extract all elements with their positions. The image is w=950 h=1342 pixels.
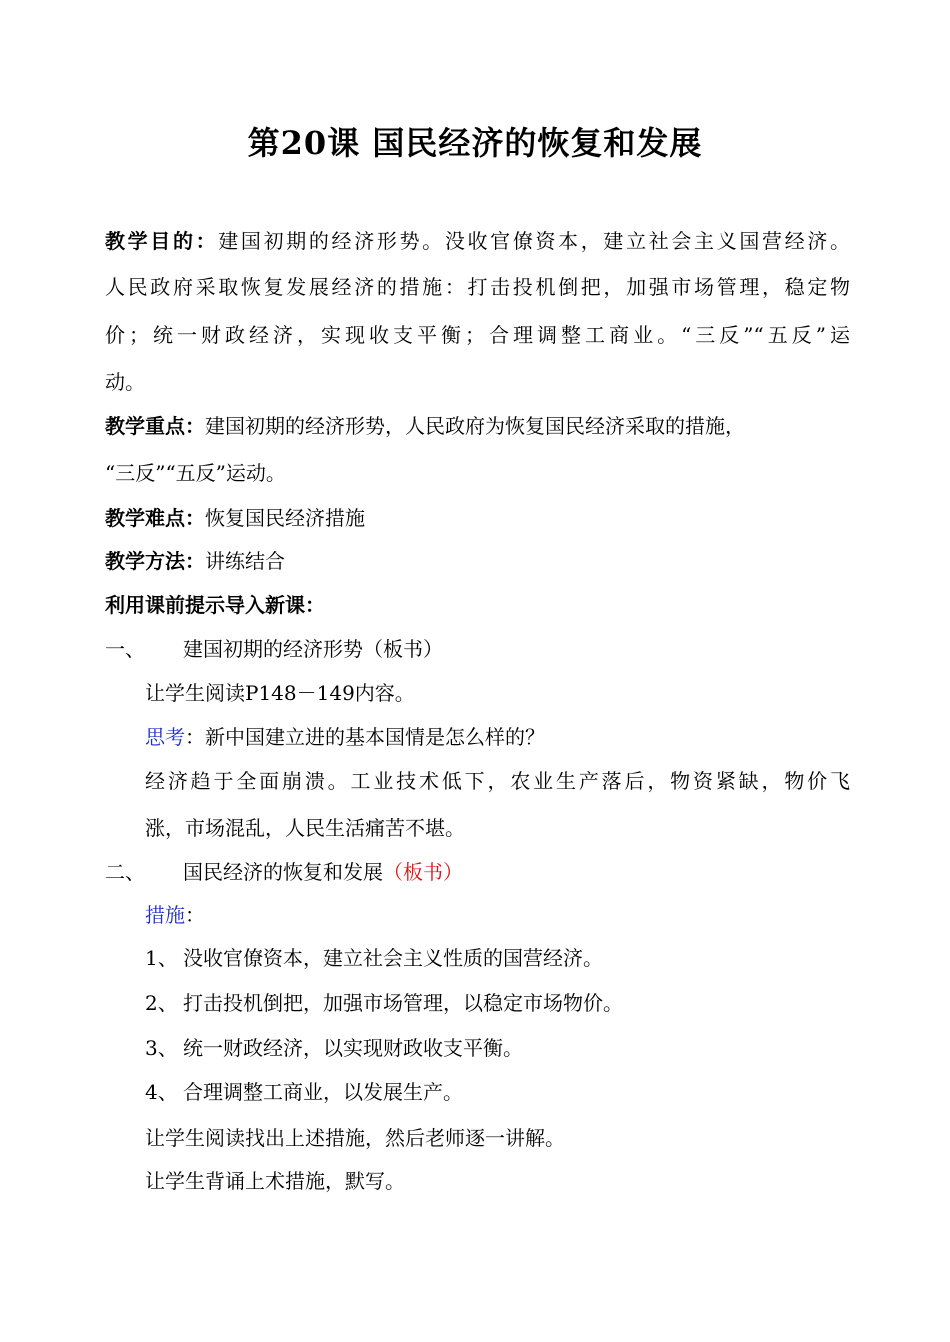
section1-think-line [145, 722, 850, 752]
measure-item-3 [145, 1033, 850, 1063]
section1-number: 一、 [105, 637, 145, 661]
section2-heading-line [105, 857, 850, 887]
methods-label: 教学方法 [105, 549, 185, 573]
measure-item-number: 2、 [145, 991, 178, 1015]
measure-item-text: 统一财政经济，以实现财政收支平衡。 [183, 1036, 523, 1060]
measures-line [145, 900, 850, 930]
measure-item-text: 合理调整工商业，以发展生产。 [183, 1080, 463, 1104]
measure-item-number: 4、 [145, 1080, 178, 1104]
section2-after-line-2: 让学生背诵上术措施，默写。 [145, 1169, 405, 1193]
section2-heading: 国民经济的恢复和发展 [183, 860, 383, 884]
methods-line: 教学方法：讲练结合 [105, 549, 285, 573]
measure-item-text: 打击投机倒把，加强市场管理，以稳定市场物价。 [183, 991, 623, 1015]
section1-answer-line-2: 涨，市场混乱，人民生活痛苦不堪。 [145, 816, 465, 840]
section1-heading-line [105, 634, 850, 664]
objectives-line-4: 动。 [105, 370, 145, 394]
intro-line: 利用课前提示导入新课： [105, 593, 325, 617]
section1-answer-line-1: 经济趋于全面崩溃。工业技术低下，农业生产落后，物资紧缺，物价飞 [145, 769, 850, 793]
section1-heading: 建国初期的经济形势（板书） [183, 637, 443, 661]
measure-item-number: 3、 [145, 1036, 178, 1060]
think-label: 思考 [145, 725, 185, 749]
measure-item-1 [145, 943, 850, 973]
key-points-text-1: 建国初期的经济形势，人民政府为恢复国民经济采取的措施， [205, 414, 745, 438]
section1-reading: 让学生阅读P148－149内容。 [145, 681, 415, 705]
measure-item-4 [145, 1077, 850, 1107]
key-points-line-1: 教学重点：建国初期的经济形势，人民政府为恢复国民经济采取的措施， [105, 414, 745, 438]
page-title: 第20课 国民经济的恢复和发展 [247, 124, 703, 162]
difficulties-label: 教学难点 [105, 506, 185, 530]
objectives-line-1: 教学目的：建国初期的经济形势。没收官僚资本，建立社会主义国营经济。 [105, 229, 850, 253]
key-points-label: 教学重点 [105, 414, 185, 438]
objectives-label: 教学目的 [105, 229, 196, 253]
objectives-text-1: 建国初期的经济形势。没收官僚资本，建立社会主义国营经济。 [218, 229, 850, 253]
difficulties-text: 恢复国民经济措施 [205, 506, 365, 530]
section2-after-line-1: 让学生阅读找出上述措施，然后老师逐一讲解。 [145, 1126, 565, 1150]
measure-item-number: 1、 [145, 946, 178, 970]
section2-heading-note: （板书） [383, 860, 463, 884]
methods-text: 讲练结合 [205, 549, 285, 573]
measures-colon: ： [185, 903, 205, 927]
key-points-line-2: “三反”“五反”运动。 [105, 461, 286, 485]
section2-number: 二、 [105, 860, 145, 884]
objectives-line-2: 人民政府采取恢复发展经济的措施：打击投机倒把，加强市场管理，稳定物 [105, 275, 850, 299]
difficulties-line: 教学难点：恢复国民经济措施 [105, 506, 365, 530]
objectives-line-3: 价；统一财政经济，实现收支平衡；合理调整工商业。“三反”“五反”运 [105, 323, 850, 347]
measures-label: 措施 [145, 903, 185, 927]
measure-item-2 [145, 988, 850, 1018]
think-text: ：新中国建立进的基本国情是怎么样的？ [185, 725, 545, 749]
measure-item-text: 没收官僚资本，建立社会主义性质的国营经济。 [183, 946, 603, 970]
